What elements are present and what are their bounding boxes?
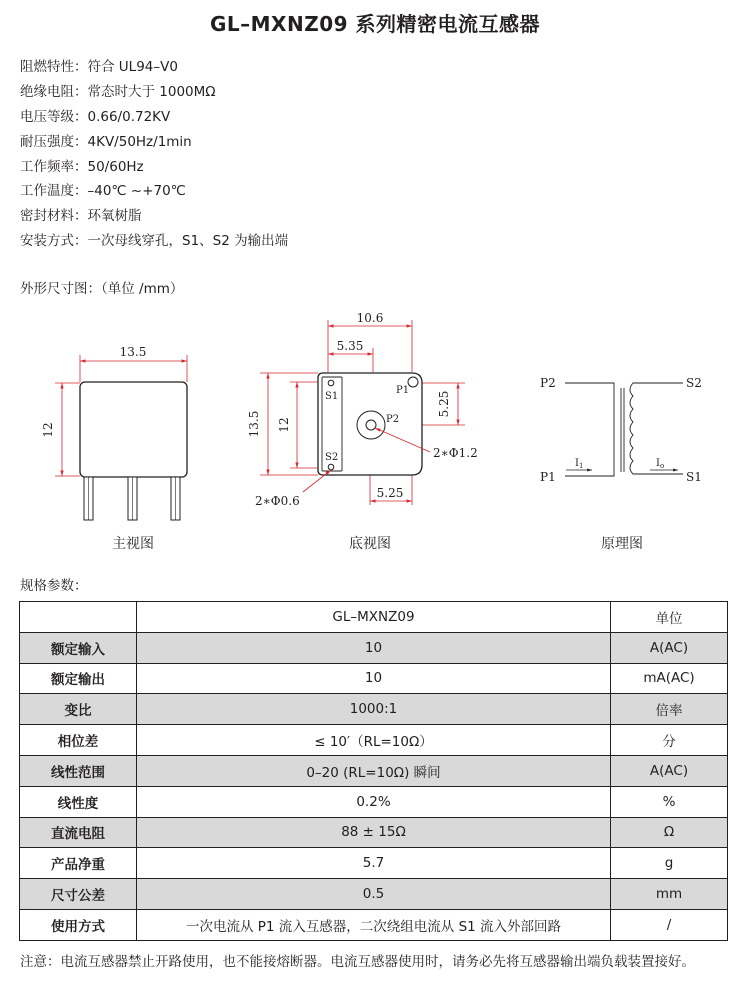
bottom-height-inner-label: 12 — [277, 417, 291, 433]
spec-withstand: 耐压强度：4KV/50Hz/1min — [20, 133, 192, 150]
bottom-offset-label: 5.35 — [336, 339, 364, 353]
spec-list — [20, 55, 288, 254]
row-value: 1000:1 — [137, 694, 611, 725]
dimension-drawing — [0, 300, 750, 560]
row-label: 相位差 — [20, 725, 137, 756]
param-heading: 规格参数： — [20, 578, 88, 594]
row-label: 产品净重 — [20, 848, 137, 879]
row-unit: Ω — [611, 817, 728, 848]
spec-mounting: 安装方式：一次母线穿孔，S1、S2 为输出端 — [20, 233, 289, 250]
row-value: 10 — [137, 663, 611, 694]
bottom-height-outer-label: 13.5 — [247, 410, 261, 438]
pin-p1-hole — [408, 377, 418, 387]
row-label: 线性范围 — [20, 755, 137, 786]
pin-p1-label: P1 — [396, 385, 410, 396]
row-unit: / — [611, 909, 728, 940]
row-value: 88 ± 15Ω — [137, 817, 611, 848]
table-row — [20, 694, 728, 725]
table-row — [20, 663, 728, 694]
row-label: 尺寸公差 — [20, 879, 137, 910]
table-row — [20, 632, 728, 663]
spec-frequency: 工作频率：50/60Hz — [20, 158, 144, 175]
table-header-row — [20, 602, 728, 633]
front-view — [41, 345, 187, 552]
principle-s2-label: S2 — [686, 376, 702, 390]
pin-p2-label: P2 — [386, 414, 400, 425]
table-header-cell — [20, 602, 137, 633]
primary-hole-inner — [366, 420, 376, 430]
front-view-caption: 主视图 — [112, 536, 154, 552]
spec-insulation: 绝缘电阻：常态时大于 1000MΩ — [20, 83, 216, 100]
principle-s1-label: S1 — [686, 470, 702, 484]
principle-caption: 原理图 — [601, 536, 643, 552]
pin-s1-hole — [328, 380, 334, 386]
row-unit: mm — [611, 879, 728, 910]
spec-table — [19, 601, 728, 941]
table-row — [20, 786, 728, 817]
bottom-right-label: 5.25 — [437, 390, 451, 418]
row-label: 额定输入 — [20, 632, 137, 663]
table-row — [20, 755, 728, 786]
pin-s2-hole — [328, 464, 334, 470]
row-unit: A(AC) — [611, 755, 728, 786]
table-row — [20, 909, 728, 940]
secondary-current-label: $I_o$ — [656, 458, 665, 470]
hole-diameter-label: 2∗Φ1.2 — [433, 446, 478, 460]
front-body — [80, 382, 187, 477]
row-value: ≤ 10′（RL=10Ω） — [137, 725, 611, 756]
principle-diagram — [540, 376, 702, 552]
table-header-cell: GL–MXNZ09 — [137, 602, 611, 633]
pin-s2-label: S2 — [325, 452, 339, 463]
bottom-width-label: 10.6 — [356, 311, 384, 325]
pin-diameter-label: 2∗Φ0.6 — [255, 494, 300, 508]
primary-winding — [565, 383, 614, 476]
table-row — [20, 725, 728, 756]
row-label: 线性度 — [20, 786, 137, 817]
bottom-view — [247, 311, 478, 552]
row-value: 10 — [137, 632, 611, 663]
row-label: 变比 — [20, 694, 137, 725]
row-unit: mA(AC) — [611, 663, 728, 694]
row-label: 额定输出 — [20, 663, 137, 694]
primary-current-label: $I_1$ — [575, 458, 584, 470]
bottom-bottom-label: 5.25 — [376, 486, 404, 500]
table-row — [20, 848, 728, 879]
page-title: GL–MXNZ09 系列精密电流互感器 — [209, 12, 541, 36]
row-unit: 倍率 — [611, 694, 728, 725]
usage-note: 注意：电流互感器禁止开路使用，也不能接熔断器。电流互感器使用时，请务必先将互感器输出端负载装置接好。 — [20, 954, 695, 970]
table-row — [20, 817, 728, 848]
spec-voltage: 电压等级：0.66/0.72KV — [20, 108, 171, 125]
pin-s1-label: S1 — [325, 391, 339, 402]
row-value: 0.5 — [137, 879, 611, 910]
row-value: 一次电流从 P1 流入互感器，二次绕组电流从 S1 流入外部回路 — [137, 909, 611, 940]
front-width-label: 13.5 — [119, 345, 147, 359]
spec-temperature: 工作温度：–40℃ ~+70℃ — [20, 183, 186, 200]
row-value: 0–20 (RL=10Ω) 瞬间 — [137, 755, 611, 786]
row-unit: 分 — [611, 725, 728, 756]
row-unit: % — [611, 786, 728, 817]
row-value: 0.2% — [137, 786, 611, 817]
table-row — [20, 879, 728, 910]
principle-p2-label: P2 — [540, 376, 556, 390]
spec-flame: 阻燃特性：符合 UL94–V0 — [20, 59, 178, 75]
principle-p1-label: P1 — [540, 470, 556, 484]
dimension-heading: 外形尺寸图：（单位 /mm） — [20, 281, 184, 297]
front-height-label: 12 — [41, 422, 55, 438]
row-value: 5.7 — [137, 848, 611, 879]
table-header-cell: 单位 — [611, 602, 728, 633]
row-unit: g — [611, 848, 728, 879]
row-label: 直流电阻 — [20, 817, 137, 848]
row-label: 使用方式 — [20, 909, 137, 940]
row-unit: A(AC) — [611, 632, 728, 663]
bottom-view-caption: 底视图 — [349, 536, 391, 552]
spec-sealing: 密封材料：环氧树脂 — [20, 208, 142, 225]
